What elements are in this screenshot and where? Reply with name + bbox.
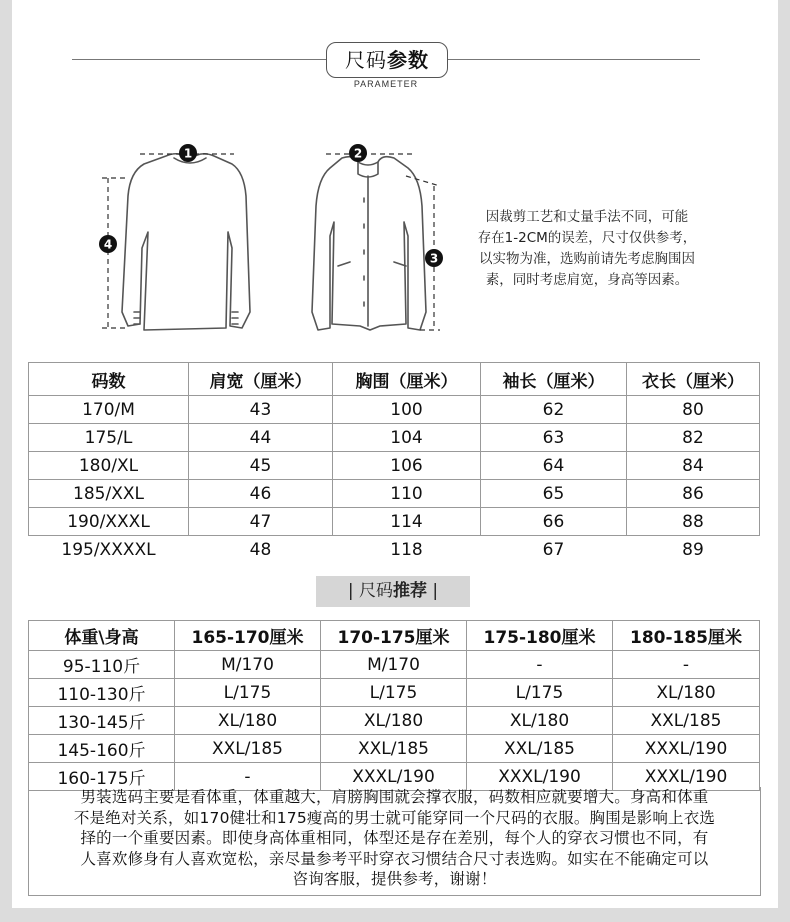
header-height-range: 175-180厘米 (467, 621, 613, 651)
table-cell: L/175 (321, 679, 467, 707)
table-cell: 130-145斤 (29, 707, 175, 735)
size-guide-page (12, 0, 778, 908)
table-cell: 84 (627, 452, 760, 480)
table-row (29, 424, 760, 452)
table-cell: 95-110斤 (29, 651, 175, 679)
table-cell: 45 (189, 452, 333, 480)
table-cell: 104 (333, 424, 481, 452)
recommend-title-light: 尺码 (359, 581, 393, 601)
table-cell: 195/XXXXL (61, 540, 156, 560)
table-row (29, 679, 760, 707)
header-height-range: 170-175厘米 (321, 621, 467, 651)
table-cell: XXL/185 (175, 735, 321, 763)
table-cell: 100 (333, 396, 481, 424)
table-cell: M/170 (321, 651, 467, 679)
table-cell: - (613, 651, 760, 679)
section-title-bold: 参数 (387, 48, 429, 72)
table-cell: 106 (333, 452, 481, 480)
table-cell: 64 (481, 452, 627, 480)
header-chest: 胸围（厘米） (333, 363, 481, 396)
table-row (29, 536, 760, 565)
table-row (29, 396, 760, 424)
table-cell: 62 (481, 396, 627, 424)
size-recommend-table (28, 620, 760, 791)
svg-text:4: 4 (103, 237, 113, 252)
size-parameter-table (28, 362, 760, 564)
note-line: 存在1-2CM的误差，尺寸仅供参考， (477, 230, 697, 246)
table-cell: 82 (627, 424, 760, 452)
table-cell: XL/180 (613, 679, 760, 707)
table-cell: M/170 (175, 651, 321, 679)
table-cell: XL/180 (175, 707, 321, 735)
table-cell: XXL/185 (613, 707, 760, 735)
advice-line: 咨询客服，提供参考，谢谢！ (292, 870, 497, 888)
header-divider-right (446, 59, 700, 60)
table-cell: XXXL/190 (613, 735, 760, 763)
section-subtitle: PARAMETER (353, 79, 419, 89)
table-cell: 67 (542, 540, 565, 560)
table-cell: 110-130斤 (29, 679, 175, 707)
header-weight-height: 体重\身高 (29, 621, 175, 651)
table-cell: 43 (189, 396, 333, 424)
marker-3 (425, 249, 443, 267)
measurement-note (452, 207, 722, 291)
table-cell: 118 (390, 540, 423, 560)
table-cell: XXXL/190 (467, 763, 613, 791)
table-header-row (29, 621, 760, 651)
header-divider-left (72, 59, 326, 60)
advice-line: 人喜欢修身有人喜欢宽松，亲尽量参考平时穿衣习惯结合尺寸表选购。如实在不能确定可以 (80, 849, 709, 868)
note-line: 因裁剪工艺和丈量手法不同，可能 (485, 209, 689, 225)
svg-text:3: 3 (429, 251, 439, 266)
svg-text:1: 1 (183, 146, 193, 161)
table-cell: XL/180 (321, 707, 467, 735)
recommend-section-title: | 尺码推荐 | (316, 576, 470, 607)
header-shoulder: 肩宽（厘米） (189, 363, 333, 396)
marker-4 (99, 235, 117, 253)
size-advice-text (28, 787, 761, 896)
section-title-light: 尺码 (345, 48, 387, 72)
header-height-range: 180-185厘米 (613, 621, 760, 651)
table-row (29, 651, 760, 679)
table-row (29, 480, 760, 508)
table-cell: 170/M (29, 396, 189, 424)
table-cell: L/175 (467, 679, 613, 707)
table-cell: 180/XL (29, 452, 189, 480)
table-cell: 175/L (29, 424, 189, 452)
table-header-row (29, 363, 760, 396)
header-length: 衣长（厘米） (627, 363, 760, 396)
note-line: 以实物为准，选购前请先考虑胸围因 (479, 251, 695, 267)
table-cell: XXXL/190 (613, 763, 760, 791)
table-cell: 47 (189, 508, 333, 536)
table-cell: 66 (481, 508, 627, 536)
table-cell: 63 (481, 424, 627, 452)
table-row (29, 508, 760, 536)
table-cell: - (467, 651, 613, 679)
jacket-front-icon (312, 157, 426, 330)
table-row (29, 452, 760, 480)
advice-line: 男装选码主要是看体重，体重越大，肩膀胸围就会撑衣服，码数相应就要增大。身高和体重 (80, 788, 709, 806)
table-cell: 190/XXXL (29, 508, 189, 536)
advice-line: 不是绝对关系，如170健壮和175瘦高的男士就可能穿同一个尺码的衣服。胸围是影响上衣选 (73, 808, 716, 827)
table-cell: XXL/185 (321, 735, 467, 763)
table-cell: XXXL/190 (321, 763, 467, 791)
table-cell: 86 (627, 480, 760, 508)
table-cell: 160-175斤 (29, 763, 175, 791)
table-cell: L/175 (175, 679, 321, 707)
table-cell: 110 (333, 480, 481, 508)
table-cell: - (175, 763, 321, 791)
table-cell: 46 (189, 480, 333, 508)
section-title (326, 42, 448, 78)
table-row (29, 707, 760, 735)
table-cell: XL/180 (467, 707, 613, 735)
jacket-back-icon (122, 154, 250, 330)
table-cell: 185/XXL (29, 480, 189, 508)
table-cell: 80 (627, 396, 760, 424)
table-cell: 65 (481, 480, 627, 508)
table-cell: 88 (627, 508, 760, 536)
svg-text:2: 2 (353, 146, 363, 161)
table-cell: 44 (189, 424, 333, 452)
header-sleeve: 袖长（厘米） (481, 363, 627, 396)
table-cell: 48 (249, 540, 272, 560)
table-row (29, 735, 760, 763)
table-cell: 145-160斤 (29, 735, 175, 763)
marker-2 (349, 144, 367, 162)
marker-1 (179, 144, 197, 162)
advice-line: 择的一个重要因素。即使身高体重相同，体型还是存在差别，每个人的穿衣习惯也不同，有 (80, 829, 709, 847)
table-cell: XXL/185 (467, 735, 613, 763)
table-cell: 114 (333, 508, 481, 536)
note-line: 素，同时考虑肩宽，身高等因素。 (485, 272, 689, 288)
header-height-range: 165-170厘米 (175, 621, 321, 651)
header-size: 码数 (29, 363, 189, 396)
recommend-title-bold: 推荐 (393, 581, 427, 601)
table-cell: 89 (682, 540, 704, 560)
